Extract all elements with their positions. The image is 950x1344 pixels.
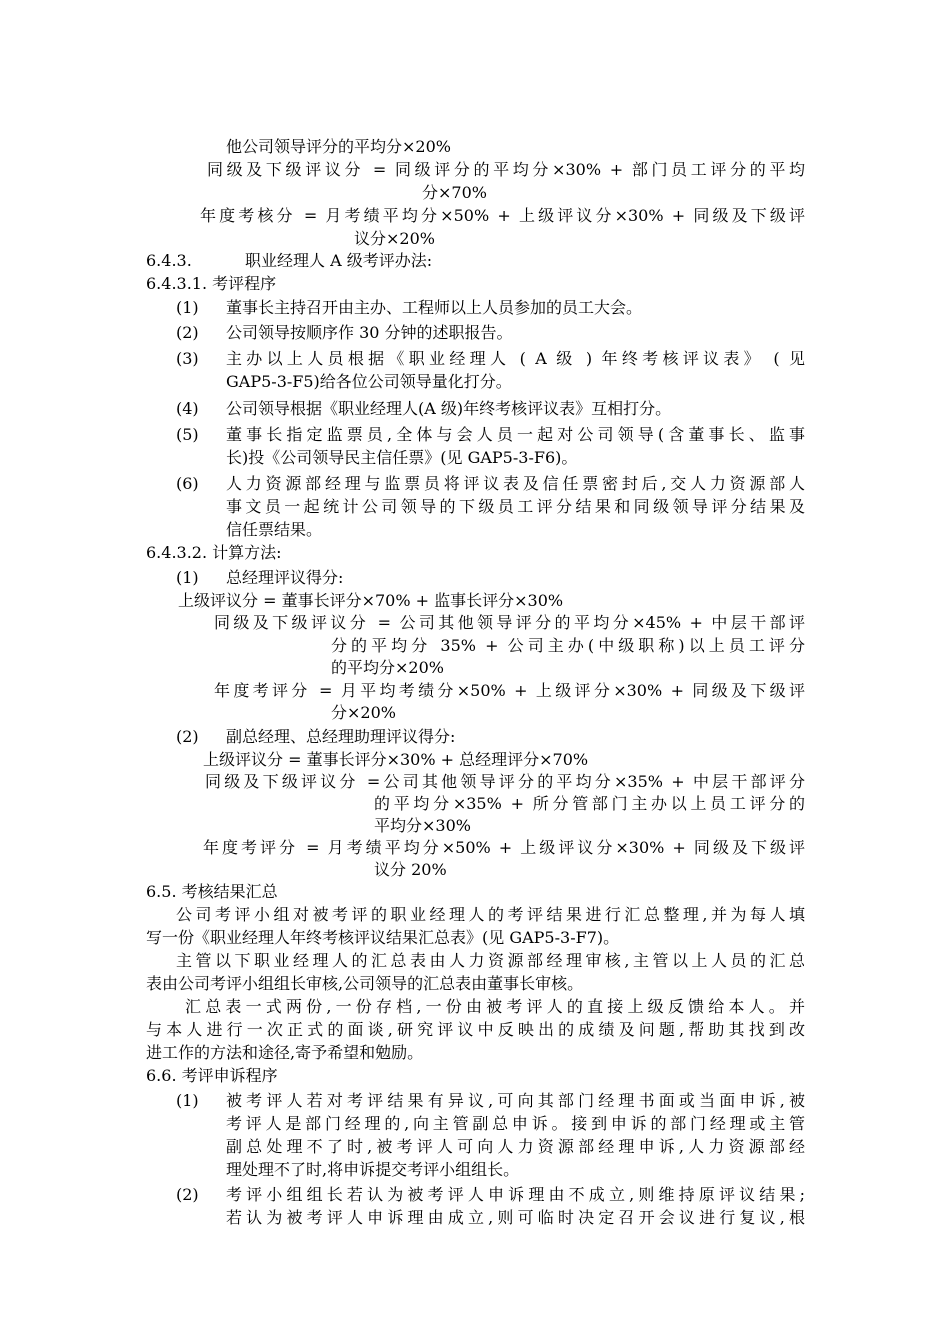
paragraph-line: 主管以下职业经理人的汇总表由人力资源部经理审核,主管以上人员的汇总 (176, 951, 805, 970)
subsection-heading: 6.4.3.1. 考评程序 (146, 274, 277, 293)
deputy-peer-formula: 同级及下级评议分 =公司其他领导评分的平均分×35% + 中层干部评分 (205, 772, 805, 791)
section-heading: 6.5. 考核结果汇总 (146, 882, 278, 901)
list-item-text: 公司领导根据《职业经理人(A 级)年终考核评议表》互相打分。 (226, 399, 672, 418)
gm-annual-formula: 分×20% (331, 703, 396, 722)
deputy-peer-formula: 的平均分×35% + 所分管部门主办以上员工评分的 (374, 794, 805, 813)
list-item-text: 考评人是部门经理的,向主管副总申诉。接到申诉的部门经理或主管 (226, 1114, 805, 1133)
paragraph-line: 与本人进行一次正式的面谈,研究评议中反映出的成绩及问题,帮助其找到改 (146, 1020, 805, 1039)
annual-formula-line: 年度考核分 = 月考绩平均分×50% + 上级评议分×30% + 同级及下级评 (200, 206, 805, 225)
subsection-heading: 6.4.3.2. 计算方法: (146, 543, 282, 562)
peer-formula-line: 分×70% (422, 183, 487, 202)
list-item-text: 主办以上人员根据《职业经理人 ( A 级 ) 年终考核评议表》 ( 见 (226, 349, 805, 368)
paragraph-line: 写一份《职业经理人年终考核评议结果汇总表》(见 GAP5-3-F7)。 (146, 928, 620, 947)
list-item-text: 董事长主持召开由主办、工程师以上人员参加的员工大会。 (226, 298, 643, 317)
section-number: 6.4.3. (146, 251, 192, 270)
list-item-text: GAP5-3-F5)给各位公司领导量化打分。 (226, 372, 512, 391)
annual-formula-line: 议分×20% (354, 229, 435, 248)
list-item-text: 董事长指定监票员,全体与会人员一起对公司领导(含董事长、监事 (226, 425, 805, 444)
prev-formula-tail: 他公司领导评分的平均分×20% (226, 137, 451, 156)
list-item-number: (4) (176, 399, 199, 418)
gm-annual-formula: 年度考评分 = 月平均考绩分×50% + 上级评分×30% + 同级及下级评 (214, 681, 805, 700)
list-item-number: (6) (176, 474, 199, 493)
gm-superior-formula: 上级评议分 = 董事长评分×70% + 监事长评分×30% (178, 591, 564, 610)
list-item-text: 人力资源部经理与监票员将评议表及信任票密封后,交人力资源部人 (226, 474, 805, 493)
paragraph-line: 进工作的方法和途径,寄予希望和勉励。 (146, 1043, 424, 1062)
deputy-annual-formula: 议分 20% (374, 860, 447, 879)
list-item-number: (2) (176, 323, 199, 342)
list-item-text: 若认为被考评人申诉理由成立,则可临时决定召开会议进行复议,根 (226, 1208, 805, 1227)
list-item-text: 公司领导按顺序作 30 分钟的述职报告。 (226, 323, 513, 342)
section-heading: 职业经理人 A 级考评办法: (245, 251, 433, 270)
list-item-text: 事文员一起统计公司领导的下级员工评分结果和同级领导评分结果及 (226, 497, 805, 516)
list-item-number: (1) (176, 298, 199, 317)
list-item-number: (5) (176, 425, 199, 444)
list-item-text: 副总经理、总经理助理评议得分: (226, 727, 456, 746)
list-item-text: 总经理评议得分: (226, 568, 344, 587)
paragraph-line: 汇总表一式两份,一份存档,一份由被考评人的直接上级反馈给本人。并 (185, 997, 805, 1016)
list-item-text: 理处理不了时,将申诉提交考评小组组长。 (226, 1160, 520, 1179)
gm-peer-formula: 同级及下级评议分 = 公司其他领导评分的平均分×45% + 中层干部评 (214, 613, 805, 632)
list-item-number: (2) (176, 1185, 199, 1204)
list-item-number: (2) (176, 727, 199, 746)
list-item-number: (3) (176, 349, 199, 368)
peer-formula-line: 同级及下级评议分 = 同级评分的平均分×30% + 部门员工评分的平均 (207, 160, 805, 179)
deputy-peer-formula: 平均分×30% (374, 816, 471, 835)
list-item-text: 长)投《公司领导民主信任票》(见 GAP5-3-F6)。 (226, 448, 578, 467)
gm-peer-formula: 的平均分×20% (331, 658, 444, 677)
deputy-annual-formula: 年度考评分 = 月考绩平均分×50% + 上级评议分×30% + 同级及下级评 (203, 838, 805, 857)
paragraph-line: 公司考评小组对被考评的职业经理人的考评结果进行汇总整理,并为每人填 (176, 905, 805, 924)
list-item-text: 副总处理不了时,被考评人可向人力资源部经理申诉,人力资源部经 (226, 1137, 805, 1156)
list-item-number: (1) (176, 1091, 199, 1110)
list-item-text: 信任票结果。 (226, 520, 323, 539)
list-item-number: (1) (176, 568, 199, 587)
section-heading: 6.6. 考评申诉程序 (146, 1066, 278, 1085)
list-item-text: 考评小组组长若认为被考评人申诉理由不成立,则维持原评议结果; (226, 1185, 805, 1204)
gm-peer-formula: 分的平均分 35% + 公司主办(中级职称)以上员工评分 (331, 636, 805, 655)
paragraph-line: 表由公司考评小组组长审核,公司领导的汇总表由董事长审核。 (146, 974, 584, 993)
list-item-text: 被考评人若对考评结果有异议,可向其部门经理书面或当面申诉,被 (226, 1091, 805, 1110)
deputy-superior-formula: 上级评议分 = 董事长评分×30% + 总经理评分×70% (203, 750, 589, 769)
